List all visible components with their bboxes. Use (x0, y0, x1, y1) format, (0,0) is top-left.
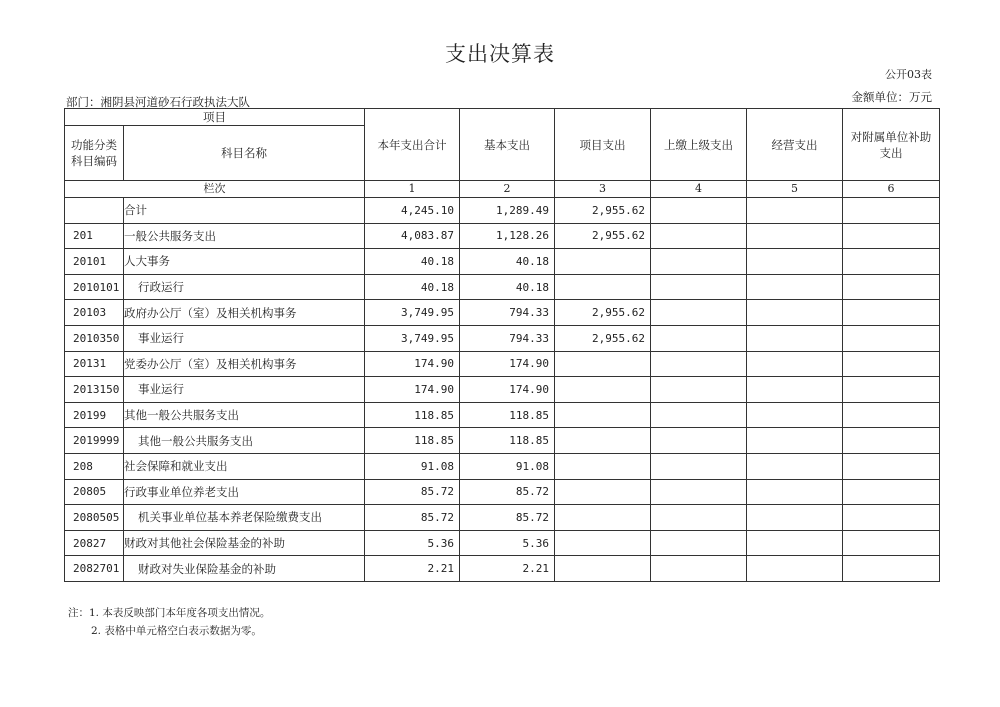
cell-basic: 118.85 (460, 428, 555, 454)
cell-code: 20101 (65, 249, 124, 275)
cell-code: 2080505 (65, 505, 124, 531)
table-row (65, 351, 940, 377)
cell-subsidy (843, 505, 940, 531)
cell-code: 20131 (65, 351, 124, 377)
cell-upper (651, 453, 747, 479)
cell-total: 4,245.10 (365, 198, 460, 224)
cell-upper (651, 249, 747, 275)
cell-total: 85.72 (365, 479, 460, 505)
cell-upper (651, 351, 747, 377)
cell-upper (651, 479, 747, 505)
cell-name: 政府办公厅（室）及相关机构事务 (124, 300, 365, 326)
cell-name: 财政对失业保险基金的补助 (124, 556, 365, 582)
table-body (65, 198, 940, 582)
header-code: 功能分类科目编码 (65, 126, 124, 181)
form-number: 公开03表 (885, 68, 932, 81)
table-row (65, 428, 940, 454)
cell-total: 3,749.95 (365, 300, 460, 326)
cell-total: 174.90 (365, 377, 460, 403)
cell-subsidy (843, 402, 940, 428)
header-project: 项目支出 (555, 109, 651, 181)
cell-subsidy (843, 377, 940, 403)
cell-subsidy (843, 198, 940, 224)
cell-code: 20805 (65, 479, 124, 505)
cell-upper (651, 530, 747, 556)
cell-project (555, 556, 651, 582)
cell-upper (651, 223, 747, 249)
header-rowlabel: 栏次 (65, 181, 365, 198)
cell-code: 208 (65, 453, 124, 479)
cell-upper (651, 274, 747, 300)
cell-business (747, 453, 843, 479)
header-business: 经营支出 (747, 109, 843, 181)
col-index-4: 4 (651, 181, 747, 198)
cell-project (555, 402, 651, 428)
cell-code (65, 198, 124, 224)
cell-subsidy (843, 223, 940, 249)
cell-upper (651, 402, 747, 428)
note-1: 注：1. 本表反映部门本年度各项支出情况。 (68, 607, 271, 619)
header-name: 科目名称 (124, 126, 365, 181)
cell-business (747, 300, 843, 326)
cell-basic: 5.36 (460, 530, 555, 556)
cell-project (555, 453, 651, 479)
cell-upper (651, 377, 747, 403)
cell-total: 5.36 (365, 530, 460, 556)
cell-name: 社会保障和就业支出 (124, 453, 365, 479)
cell-total: 174.90 (365, 351, 460, 377)
cell-code: 20199 (65, 402, 124, 428)
cell-business (747, 377, 843, 403)
cell-subsidy (843, 479, 940, 505)
cell-business (747, 223, 843, 249)
col-index-5: 5 (747, 181, 843, 198)
cell-subsidy (843, 453, 940, 479)
cell-total: 2.21 (365, 556, 460, 582)
cell-upper (651, 556, 747, 582)
cell-upper (651, 325, 747, 351)
table-row (65, 505, 940, 531)
cell-name: 党委办公厅（室）及相关机构事务 (124, 351, 365, 377)
cell-basic: 1,289.49 (460, 198, 555, 224)
cell-project: 2,955.62 (555, 325, 651, 351)
cell-project (555, 351, 651, 377)
header-basic: 基本支出 (460, 109, 555, 181)
table-row (65, 223, 940, 249)
cell-code: 2019999 (65, 428, 124, 454)
cell-subsidy (843, 428, 940, 454)
note-2: 2. 表格中单元格空白表示数据为零。 (91, 625, 262, 637)
table-row (65, 274, 940, 300)
header-item: 项目 (65, 109, 365, 126)
cell-upper (651, 428, 747, 454)
header-total: 本年支出合计 (365, 109, 460, 181)
cell-total: 85.72 (365, 505, 460, 531)
table-row (65, 377, 940, 403)
cell-business (747, 530, 843, 556)
cell-basic: 91.08 (460, 453, 555, 479)
cell-project: 2,955.62 (555, 300, 651, 326)
cell-name: 事业运行 (124, 325, 365, 351)
cell-name: 机关事业单位基本养老保险缴费支出 (124, 505, 365, 531)
cell-business (747, 505, 843, 531)
table-row (65, 402, 940, 428)
cell-code: 20103 (65, 300, 124, 326)
cell-basic: 1,128.26 (460, 223, 555, 249)
cell-total: 118.85 (365, 402, 460, 428)
cell-business (747, 274, 843, 300)
cell-code: 2010101 (65, 274, 124, 300)
cell-upper (651, 198, 747, 224)
cell-subsidy (843, 530, 940, 556)
cell-business (747, 198, 843, 224)
table-row (65, 325, 940, 351)
cell-name: 其他一般公共服务支出 (124, 428, 365, 454)
cell-project: 2,955.62 (555, 223, 651, 249)
notes (68, 604, 270, 640)
cell-total: 3,749.95 (365, 325, 460, 351)
cell-business (747, 249, 843, 275)
cell-basic: 118.85 (460, 402, 555, 428)
cell-basic: 40.18 (460, 274, 555, 300)
cell-business (747, 402, 843, 428)
cell-project (555, 428, 651, 454)
cell-name: 财政对其他社会保险基金的补助 (124, 530, 365, 556)
cell-project (555, 249, 651, 275)
cell-project (555, 377, 651, 403)
cell-project (555, 274, 651, 300)
cell-total: 4,083.87 (365, 223, 460, 249)
header-upper: 上缴上级支出 (651, 109, 747, 181)
cell-subsidy (843, 351, 940, 377)
cell-name: 行政事业单位养老支出 (124, 479, 365, 505)
cell-project (555, 479, 651, 505)
table-row (65, 479, 940, 505)
cell-name: 其他一般公共服务支出 (124, 402, 365, 428)
cell-total: 40.18 (365, 249, 460, 275)
cell-business (747, 556, 843, 582)
unit-label: 金额单位：万元 (851, 90, 932, 104)
table-row (65, 198, 940, 224)
cell-name: 人大事务 (124, 249, 365, 275)
cell-name: 一般公共服务支出 (124, 223, 365, 249)
table-row (65, 300, 940, 326)
cell-name: 合计 (124, 198, 365, 224)
cell-total: 40.18 (365, 274, 460, 300)
col-index-6: 6 (843, 181, 940, 198)
cell-subsidy (843, 325, 940, 351)
cell-basic: 85.72 (460, 479, 555, 505)
department-label: 部门：湘阴县河道砂石行政执法大队 (66, 95, 250, 109)
cell-upper (651, 505, 747, 531)
table-row (65, 530, 940, 556)
cell-name: 事业运行 (124, 377, 365, 403)
cell-subsidy (843, 249, 940, 275)
cell-basic: 174.90 (460, 377, 555, 403)
cell-project (555, 530, 651, 556)
cell-upper (651, 300, 747, 326)
cell-business (747, 351, 843, 377)
cell-project (555, 505, 651, 531)
cell-subsidy (843, 300, 940, 326)
col-index-3: 3 (555, 181, 651, 198)
page-title: 支出决算表 (445, 42, 555, 66)
cell-code: 201 (65, 223, 124, 249)
cell-total: 118.85 (365, 428, 460, 454)
cell-basic: 85.72 (460, 505, 555, 531)
cell-business (747, 428, 843, 454)
cell-name: 行政运行 (124, 274, 365, 300)
cell-subsidy (843, 274, 940, 300)
cell-code: 2010350 (65, 325, 124, 351)
cell-business (747, 479, 843, 505)
cell-basic: 40.18 (460, 249, 555, 275)
cell-code: 2013150 (65, 377, 124, 403)
cell-basic: 2.21 (460, 556, 555, 582)
cell-code: 20827 (65, 530, 124, 556)
col-index-2: 2 (460, 181, 555, 198)
cell-business (747, 325, 843, 351)
cell-basic: 174.90 (460, 351, 555, 377)
cell-basic: 794.33 (460, 325, 555, 351)
cell-project: 2,955.62 (555, 198, 651, 224)
table-row (65, 249, 940, 275)
header-subsidy: 对附属单位补助支出 (843, 109, 940, 181)
table-row (65, 556, 940, 582)
cell-code: 2082701 (65, 556, 124, 582)
expenditure-table (64, 108, 940, 582)
cell-total: 91.08 (365, 453, 460, 479)
col-index-1: 1 (365, 181, 460, 198)
cell-basic: 794.33 (460, 300, 555, 326)
cell-subsidy (843, 556, 940, 582)
table-row (65, 453, 940, 479)
